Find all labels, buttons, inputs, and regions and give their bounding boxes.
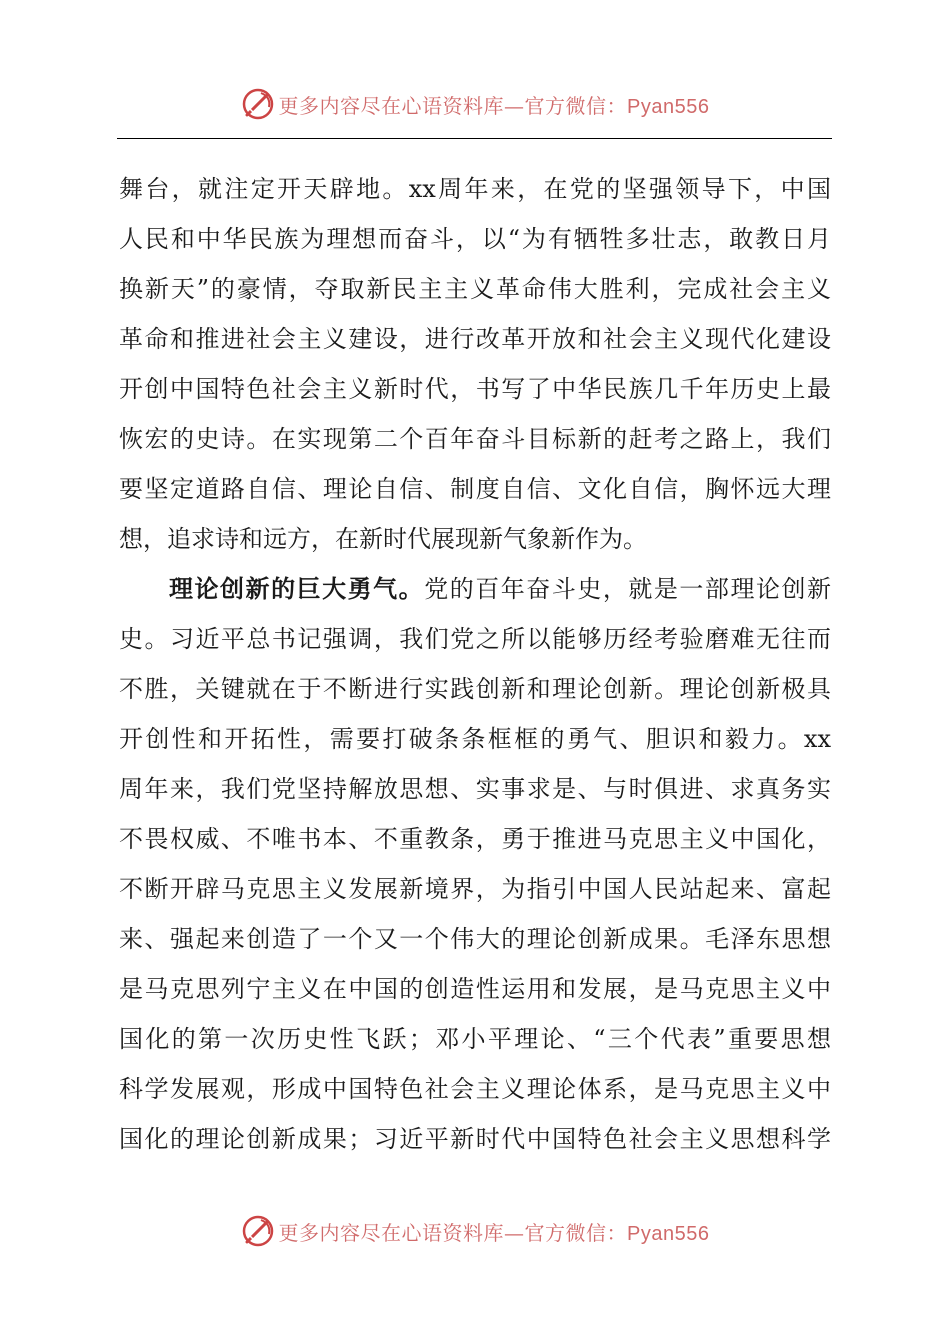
footer-banner-text: 更多内容尽在心语资料库—官方微信：Pyan556 <box>278 1220 710 1245</box>
text-line: 来、强起来创造了一个又一个伟大的理论创新成果。毛泽东思想 <box>119 925 831 953</box>
wechat-id: Pyan556 <box>627 95 710 118</box>
paragraph-2 <box>119 564 831 1164</box>
paragraph-1 <box>119 164 831 564</box>
pen-logo-icon <box>241 87 275 121</box>
text-line: 不畏权威、不唯书本、不重教条，勇于推进马克思主义中国化， <box>119 825 831 853</box>
text-line: 不胜，关键就在于不断进行实践创新和理论创新。理论创新极具 <box>119 675 831 703</box>
text-line: 不断开辟马克思主义发展新境界，为指引中国人民站起来、富起 <box>119 875 831 903</box>
text-run: 党的百年奋斗史，就是一部理论创新 <box>424 575 832 603</box>
section-heading: 理论创新的巨大勇气。 <box>169 574 425 603</box>
text-line: 革命和推进社会主义建设，进行改革开放和社会主义现代化建设 <box>119 325 831 353</box>
text-line: 史。习近平总书记强调，我们党之所以能够历经考验磨难无往而 <box>119 625 831 653</box>
text-line: 国化的第一次历史性飞跃；邓小平理论、“三个代表”重要思想 <box>119 1025 831 1053</box>
text-line: 国化的理论创新成果；习近平新时代中国特色社会主义思想科学 <box>119 1125 831 1153</box>
text-line: 是马克思列宁主义在中国的创造性运用和发展，是马克思主义中 <box>119 975 831 1003</box>
header-banner-text: 更多内容尽在心语资料库—官方微信：Pyan556 <box>278 93 710 118</box>
text-line: 开创性和开拓性，需要打破条条框框的勇气、胆识和毅力。xx <box>119 725 831 753</box>
wechat-id: Pyan556 <box>627 1222 710 1245</box>
text-line: 恢宏的史诗。在实现第二个百年奋斗目标新的赶考之路上，我们 <box>119 425 831 453</box>
document-body <box>119 164 831 1164</box>
text-line: 科学发展观，形成中国特色社会主义理论体系，是马克思主义中 <box>119 1075 831 1103</box>
footer-banner <box>0 1211 950 1251</box>
header-banner <box>0 84 950 124</box>
text-line: 要坚定道路自信、理论自信、制度自信、文化自信，胸怀远大理 <box>119 475 831 503</box>
text-line: 换新天”的豪情，夺取新民主主义革命伟大胜利，完成社会主义 <box>119 275 831 303</box>
header-rule <box>117 138 832 139</box>
text-line: 人民和中华民族为理想而奋斗，以“为有牺牲多壮志，敢教日月 <box>119 225 831 253</box>
pen-logo-icon <box>241 1214 275 1248</box>
text-line <box>119 564 831 614</box>
text-line: 开创中国特色社会主义新时代，书写了中华民族几千年历史上最 <box>119 375 831 403</box>
text-line: 周年来，我们党坚持解放思想、实事求是、与时俱进、求真务实 <box>119 775 831 803</box>
text-line: 想，追求诗和远方，在新时代展现新气象新作为。 <box>119 525 647 553</box>
text-line: 舞台，就注定开天辟地。xx周年来，在党的坚强领导下，中国 <box>119 175 831 203</box>
